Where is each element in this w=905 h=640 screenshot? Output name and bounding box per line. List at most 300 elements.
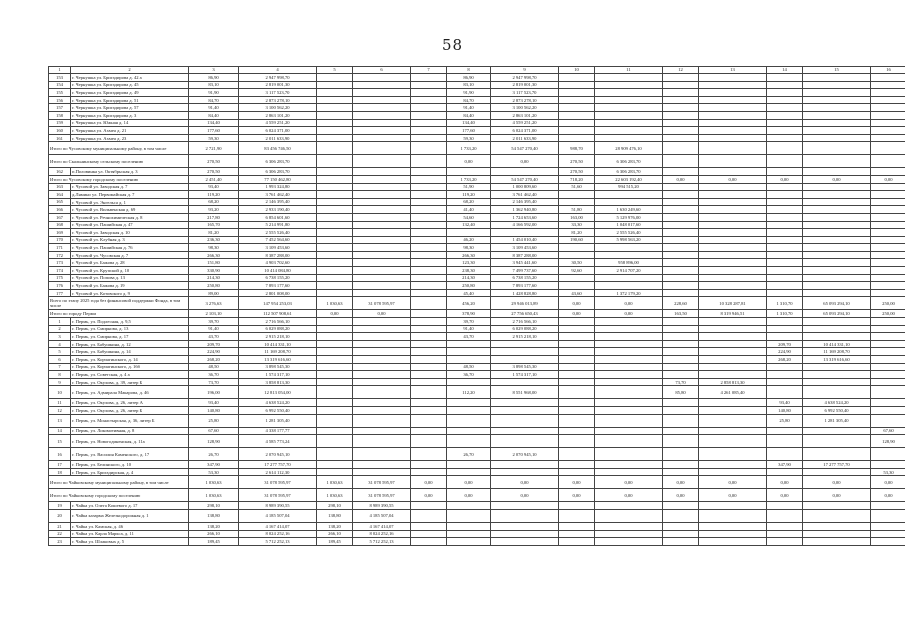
- row-number: 162: [49, 168, 71, 176]
- table-cell: [767, 155, 803, 168]
- table-cell: [595, 282, 663, 290]
- table-cell: 22 603 192,40: [595, 175, 663, 183]
- table-cell: 147 954 253,03: [239, 297, 317, 310]
- table-cell: [317, 111, 353, 119]
- table-cell: [871, 356, 905, 364]
- table-cell: 1 030,63: [189, 476, 239, 489]
- table-cell: [317, 325, 353, 333]
- table-cell: [411, 522, 447, 530]
- table-cell: [663, 191, 699, 199]
- table-cell: [595, 325, 663, 333]
- table-cell: 81,20: [189, 229, 239, 237]
- table-cell: 3 100 562,20: [491, 104, 559, 112]
- address-cell: г. Чусовой ул. Заводская д. 10: [71, 229, 189, 237]
- table-cell: [595, 191, 663, 199]
- table-cell: [595, 81, 663, 89]
- table-cell: [595, 363, 663, 371]
- address-cell: г. Чернушка ул. Бригадирова д. 51: [71, 96, 189, 104]
- table-cell: 165,70: [189, 221, 239, 229]
- table-cell: [767, 289, 803, 297]
- column-number-header: 9: [491, 67, 559, 74]
- table-cell: [447, 435, 491, 448]
- table-cell: [663, 183, 699, 191]
- table-cell: [803, 81, 871, 89]
- table-cell: [317, 127, 353, 135]
- table-cell: [871, 538, 905, 546]
- table-cell: [699, 509, 767, 522]
- table-cell: 2 947 998,70: [491, 74, 559, 82]
- table-cell: [803, 155, 871, 168]
- table-cell: [317, 221, 353, 229]
- table-header-row: [49, 67, 905, 74]
- table-cell: [699, 236, 767, 244]
- table-row: [49, 333, 905, 341]
- table-cell: [871, 461, 905, 469]
- table-cell: 8 387 288,00: [491, 251, 559, 259]
- table-cell: [699, 81, 767, 89]
- table-cell: [353, 81, 411, 89]
- table-cell: [595, 414, 663, 427]
- table-cell: [491, 414, 559, 427]
- table-cell: 91,40: [447, 325, 491, 333]
- table-cell: [317, 333, 353, 341]
- table-cell: [559, 251, 595, 259]
- table-cell: [803, 244, 871, 252]
- table-cell: 12 813 054,00: [239, 386, 317, 399]
- table-cell: 3 117 523,70: [491, 89, 559, 97]
- table-cell: 25,80: [189, 414, 239, 427]
- table-row: [49, 538, 905, 546]
- table-cell: [699, 363, 767, 371]
- table-cell: [663, 435, 699, 448]
- table-cell: 31 078 595,97: [353, 476, 411, 489]
- row-number: 6: [49, 356, 71, 364]
- row-number: 15: [49, 435, 71, 448]
- table-cell: [803, 448, 871, 461]
- table-cell: [491, 348, 559, 356]
- table-cell: 3 761 462,40: [239, 191, 317, 199]
- table-cell: [559, 448, 595, 461]
- table-cell: [663, 509, 699, 522]
- table-cell: 83,10: [447, 81, 491, 89]
- table-cell: [803, 468, 871, 476]
- table-cell: 0,00: [353, 310, 411, 318]
- table-cell: 0,00: [803, 489, 871, 502]
- address-cell: г. Чусовой ул. Крупской д. 10: [71, 267, 189, 275]
- table-cell: [411, 356, 447, 364]
- table-cell: 51,60: [559, 183, 595, 191]
- table-cell: [699, 282, 767, 290]
- table-cell: [699, 134, 767, 142]
- table-cell: [411, 414, 447, 427]
- column-number-header: 13: [699, 67, 767, 74]
- table-cell: 138,20: [189, 522, 239, 530]
- table-cell: [699, 267, 767, 275]
- address-cell: г. Пермь, ул. Бабушкина, д. 14: [71, 348, 189, 356]
- row-number: 156: [49, 96, 71, 104]
- row-number: 7: [49, 363, 71, 371]
- table-cell: 7 452 564,60: [239, 236, 317, 244]
- table-cell: [803, 363, 871, 371]
- table-cell: 128,90: [189, 435, 239, 448]
- table-cell: [767, 183, 803, 191]
- table-cell: 128,90: [871, 435, 905, 448]
- table-cell: 2 146 395,40: [491, 198, 559, 206]
- table-cell: 3 109 453,60: [239, 244, 317, 252]
- table-cell: [559, 318, 595, 326]
- table-cell: [559, 325, 595, 333]
- table-cell: [559, 282, 595, 290]
- table-cell: [411, 127, 447, 135]
- table-cell: [663, 348, 699, 356]
- table-cell: 4 638 524,20: [239, 399, 317, 407]
- table-cell: 3 898 545,30: [491, 363, 559, 371]
- table-cell: [871, 96, 905, 104]
- table-cell: [353, 183, 411, 191]
- table-cell: 270,50: [559, 168, 595, 176]
- table-row: [49, 267, 905, 275]
- table-cell: [491, 509, 559, 522]
- address-cell: г. Чернушка ул. Бригадирова д. 49: [71, 89, 189, 97]
- table-cell: [559, 119, 595, 127]
- table-cell: 1 048 017,60: [595, 221, 663, 229]
- table-cell: [699, 155, 767, 168]
- table-cell: [699, 348, 767, 356]
- table-cell: [353, 363, 411, 371]
- table-cell: [663, 229, 699, 237]
- table-cell: [411, 386, 447, 399]
- table-cell: 958 896,00: [595, 259, 663, 267]
- address-cell: г. Чусовой ул. Энгельса д. 1: [71, 198, 189, 206]
- table-cell: [871, 142, 905, 155]
- table-cell: [317, 206, 353, 214]
- table-cell: 151,80: [189, 259, 239, 267]
- row-number: 171: [49, 244, 71, 252]
- row-number: 16: [49, 448, 71, 461]
- table-body: [49, 67, 905, 546]
- table-row: [49, 111, 905, 119]
- table-cell: 1 030,63: [317, 476, 353, 489]
- table-cell: 994 515,20: [595, 183, 663, 191]
- table-cell: 3 858 813,30: [239, 378, 317, 386]
- table-cell: 236,30: [189, 236, 239, 244]
- table-row: [49, 183, 905, 191]
- table-cell: 4 559 251,20: [491, 119, 559, 127]
- table-cell: 6 306 283,70: [239, 168, 317, 176]
- address-cell: г. Чайка ул. Карла Маркса, д. 11: [71, 530, 189, 538]
- address-cell: г. Чусовой ул. Речнохимическая д. 8: [71, 213, 189, 221]
- table-cell: [767, 134, 803, 142]
- table-cell: [871, 89, 905, 97]
- table-cell: [559, 406, 595, 414]
- table-cell: 132,40: [447, 221, 491, 229]
- table-cell: [317, 191, 353, 199]
- table-cell: [447, 538, 491, 546]
- table-cell: [663, 340, 699, 348]
- table-cell: 0,00: [447, 476, 491, 489]
- column-number-header: 4: [239, 67, 317, 74]
- table-cell: [447, 378, 491, 386]
- table-cell: [803, 236, 871, 244]
- table-cell: 68,20: [189, 198, 239, 206]
- row-number: 153: [49, 74, 71, 82]
- table-cell: 6 024 371,00: [239, 127, 317, 135]
- table-cell: [803, 289, 871, 297]
- table-cell: [595, 435, 663, 448]
- table-cell: 85,80: [663, 386, 699, 399]
- table-cell: [767, 213, 803, 221]
- table-cell: 224,90: [189, 348, 239, 356]
- table-cell: [871, 348, 905, 356]
- table-cell: [353, 318, 411, 326]
- row-number: 170: [49, 236, 71, 244]
- table-cell: [353, 168, 411, 176]
- table-cell: 2 716 566,10: [491, 318, 559, 326]
- table-cell: [317, 244, 353, 252]
- table-cell: 8 387 288,00: [239, 251, 317, 259]
- table-cell: 1 281 305,40: [239, 414, 317, 427]
- table-cell: [767, 111, 803, 119]
- table-cell: [491, 435, 559, 448]
- table-cell: 7 893 177,60: [491, 282, 559, 290]
- address-cell: п.Половинка ул. Октябрьская д. 3: [71, 168, 189, 176]
- address-cell: г. Пермь, ул. Бабушкина, д. 12: [71, 340, 189, 348]
- table-cell: 238,30: [447, 267, 491, 275]
- table-cell: 1 733,20: [447, 175, 491, 183]
- table-cell: 119,20: [189, 191, 239, 199]
- table-row: [49, 468, 905, 476]
- table-row: [49, 96, 905, 104]
- table-cell: 163,00: [559, 213, 595, 221]
- table-cell: 0,00: [595, 476, 663, 489]
- table-cell: [767, 274, 803, 282]
- table-cell: 2 947 998,70: [239, 74, 317, 82]
- table-cell: [491, 538, 559, 546]
- table-cell: 0,00: [491, 476, 559, 489]
- table-cell: 0,00: [447, 489, 491, 502]
- row-number: 167: [49, 213, 71, 221]
- table-cell: 51,90: [447, 183, 491, 191]
- table-cell: [595, 198, 663, 206]
- table-cell: [871, 74, 905, 82]
- table-cell: [411, 206, 447, 214]
- table-cell: [411, 119, 447, 127]
- table-cell: [353, 175, 411, 183]
- table-cell: [663, 81, 699, 89]
- table-cell: [595, 538, 663, 546]
- table-cell: [803, 251, 871, 259]
- table-row: [49, 522, 905, 530]
- table-cell: [663, 168, 699, 176]
- table-cell: [767, 435, 803, 448]
- table-cell: 0,00: [317, 310, 353, 318]
- table-cell: [317, 427, 353, 435]
- table-cell: [491, 168, 559, 176]
- row-number: 154: [49, 81, 71, 89]
- table-cell: [317, 81, 353, 89]
- table-cell: [411, 267, 447, 275]
- table-row: [49, 371, 905, 379]
- table-cell: 29 946 013,89: [491, 297, 559, 310]
- table-cell: [353, 127, 411, 135]
- table-cell: [871, 244, 905, 252]
- table-cell: [871, 127, 905, 135]
- table-cell: 43,60: [559, 289, 595, 297]
- table-cell: [317, 74, 353, 82]
- table-cell: [767, 168, 803, 176]
- row-number: 18: [49, 468, 71, 476]
- table-cell: 11 169 208,70: [803, 348, 871, 356]
- table-cell: [663, 282, 699, 290]
- table-cell: 1 281 305,40: [803, 414, 871, 427]
- table-cell: [447, 461, 491, 469]
- table-cell: [767, 325, 803, 333]
- table-cell: [767, 267, 803, 275]
- table-cell: [699, 435, 767, 448]
- table-cell: 112,20: [447, 386, 491, 399]
- table-cell: [767, 236, 803, 244]
- table-cell: 73,70: [189, 378, 239, 386]
- table-cell: [699, 119, 767, 127]
- table-cell: [663, 206, 699, 214]
- table-row: [49, 509, 905, 522]
- address-cell: г. Чернушка ул. Южная д. 14: [71, 119, 189, 127]
- table-cell: [353, 448, 411, 461]
- table-cell: [353, 340, 411, 348]
- table-cell: [595, 74, 663, 82]
- table-cell: [803, 104, 871, 112]
- table-cell: [803, 509, 871, 522]
- column-number-header: 3: [189, 67, 239, 74]
- table-cell: 214,30: [447, 274, 491, 282]
- table-cell: [317, 134, 353, 142]
- table-cell: 0,00: [767, 175, 803, 183]
- table-cell: [559, 363, 595, 371]
- table-cell: [871, 259, 905, 267]
- table-cell: [663, 399, 699, 407]
- table-cell: [663, 363, 699, 371]
- table-cell: [447, 530, 491, 538]
- table-subtotal-row: [49, 476, 905, 489]
- table-cell: [317, 363, 353, 371]
- table-cell: [871, 111, 905, 119]
- table-cell: [663, 198, 699, 206]
- table-cell: [699, 318, 767, 326]
- table-cell: [803, 168, 871, 176]
- table-cell: [491, 406, 559, 414]
- table-cell: 4 261 085,40: [699, 386, 767, 399]
- table-row: [49, 427, 905, 435]
- table-cell: 4 559 251,20: [239, 119, 317, 127]
- table-cell: [317, 267, 353, 275]
- table-cell: 6 024 371,00: [491, 127, 559, 135]
- table-cell: 0,00: [803, 175, 871, 183]
- table-cell: [491, 468, 559, 476]
- table-cell: [663, 502, 699, 510]
- table-cell: [491, 378, 559, 386]
- table-cell: [317, 348, 353, 356]
- table-cell: 5 712 252,13: [239, 538, 317, 546]
- table-cell: [411, 502, 447, 510]
- table-cell: [559, 198, 595, 206]
- table-cell: [803, 127, 871, 135]
- table-cell: 2 070 945,10: [239, 448, 317, 461]
- table-cell: 2 863 101,20: [239, 111, 317, 119]
- table-cell: 347,90: [767, 461, 803, 469]
- column-number-header: 6: [353, 67, 411, 74]
- address-cell: г. Пермь, ул. Белинского, д. 10: [71, 461, 189, 469]
- table-cell: 8 989 390,55: [353, 502, 411, 510]
- table-cell: 84,70: [447, 96, 491, 104]
- table-cell: [491, 530, 559, 538]
- table-cell: [595, 251, 663, 259]
- table-cell: [411, 229, 447, 237]
- table-cell: [353, 461, 411, 469]
- table-cell: [317, 274, 353, 282]
- table-cell: [803, 333, 871, 341]
- row-number: 14: [49, 427, 71, 435]
- table-cell: 266,10: [317, 530, 353, 538]
- table-subtotal-row: [49, 310, 905, 318]
- table-cell: 217,80: [189, 213, 239, 221]
- address-cell: г. Чусовой ул. Пашийская д. 76: [71, 244, 189, 252]
- table-cell: 48,50: [447, 363, 491, 371]
- table-cell: 28 909 476,10: [595, 142, 663, 155]
- table-cell: [559, 127, 595, 135]
- row-number: 168: [49, 221, 71, 229]
- row-number: 176: [49, 282, 71, 290]
- row-number: 174: [49, 267, 71, 275]
- table-cell: 93,40: [189, 183, 239, 191]
- table-cell: [559, 522, 595, 530]
- address-cell: г. Чайка ул. Шлаковых д. 5: [71, 538, 189, 546]
- address-cell: г. Чернушка ул. Бригадирова д. 45: [71, 81, 189, 89]
- table-cell: [871, 221, 905, 229]
- table-cell: 177,60: [189, 127, 239, 135]
- table-cell: [317, 236, 353, 244]
- row-number: 12: [49, 406, 71, 414]
- table-cell: [559, 74, 595, 82]
- table-cell: [353, 468, 411, 476]
- column-number-header: 2: [71, 67, 189, 74]
- table-cell: [699, 538, 767, 546]
- table-cell: 3 109 453,60: [491, 244, 559, 252]
- table-cell: [767, 468, 803, 476]
- table-cell: 718,20: [559, 175, 595, 183]
- row-number: 165: [49, 198, 71, 206]
- table-cell: [871, 340, 905, 348]
- table-cell: [595, 522, 663, 530]
- table-cell: [595, 461, 663, 469]
- table-cell: [411, 236, 447, 244]
- table-cell: [871, 213, 905, 221]
- table-cell: [767, 229, 803, 237]
- table-cell: 91,90: [189, 89, 239, 97]
- table-cell: [559, 134, 595, 142]
- table-cell: 39,70: [447, 318, 491, 326]
- table-cell: 83,10: [189, 81, 239, 89]
- row-number: 19: [49, 502, 71, 510]
- table-cell: [353, 386, 411, 399]
- table-cell: [803, 89, 871, 97]
- column-number-header: 14: [767, 67, 803, 74]
- table-cell: 3 898 545,30: [239, 363, 317, 371]
- table-cell: 48,50: [189, 363, 239, 371]
- table-cell: [803, 213, 871, 221]
- table-cell: 209,70: [767, 340, 803, 348]
- table-cell: 4 185 507,04: [353, 509, 411, 522]
- table-cell: [803, 538, 871, 546]
